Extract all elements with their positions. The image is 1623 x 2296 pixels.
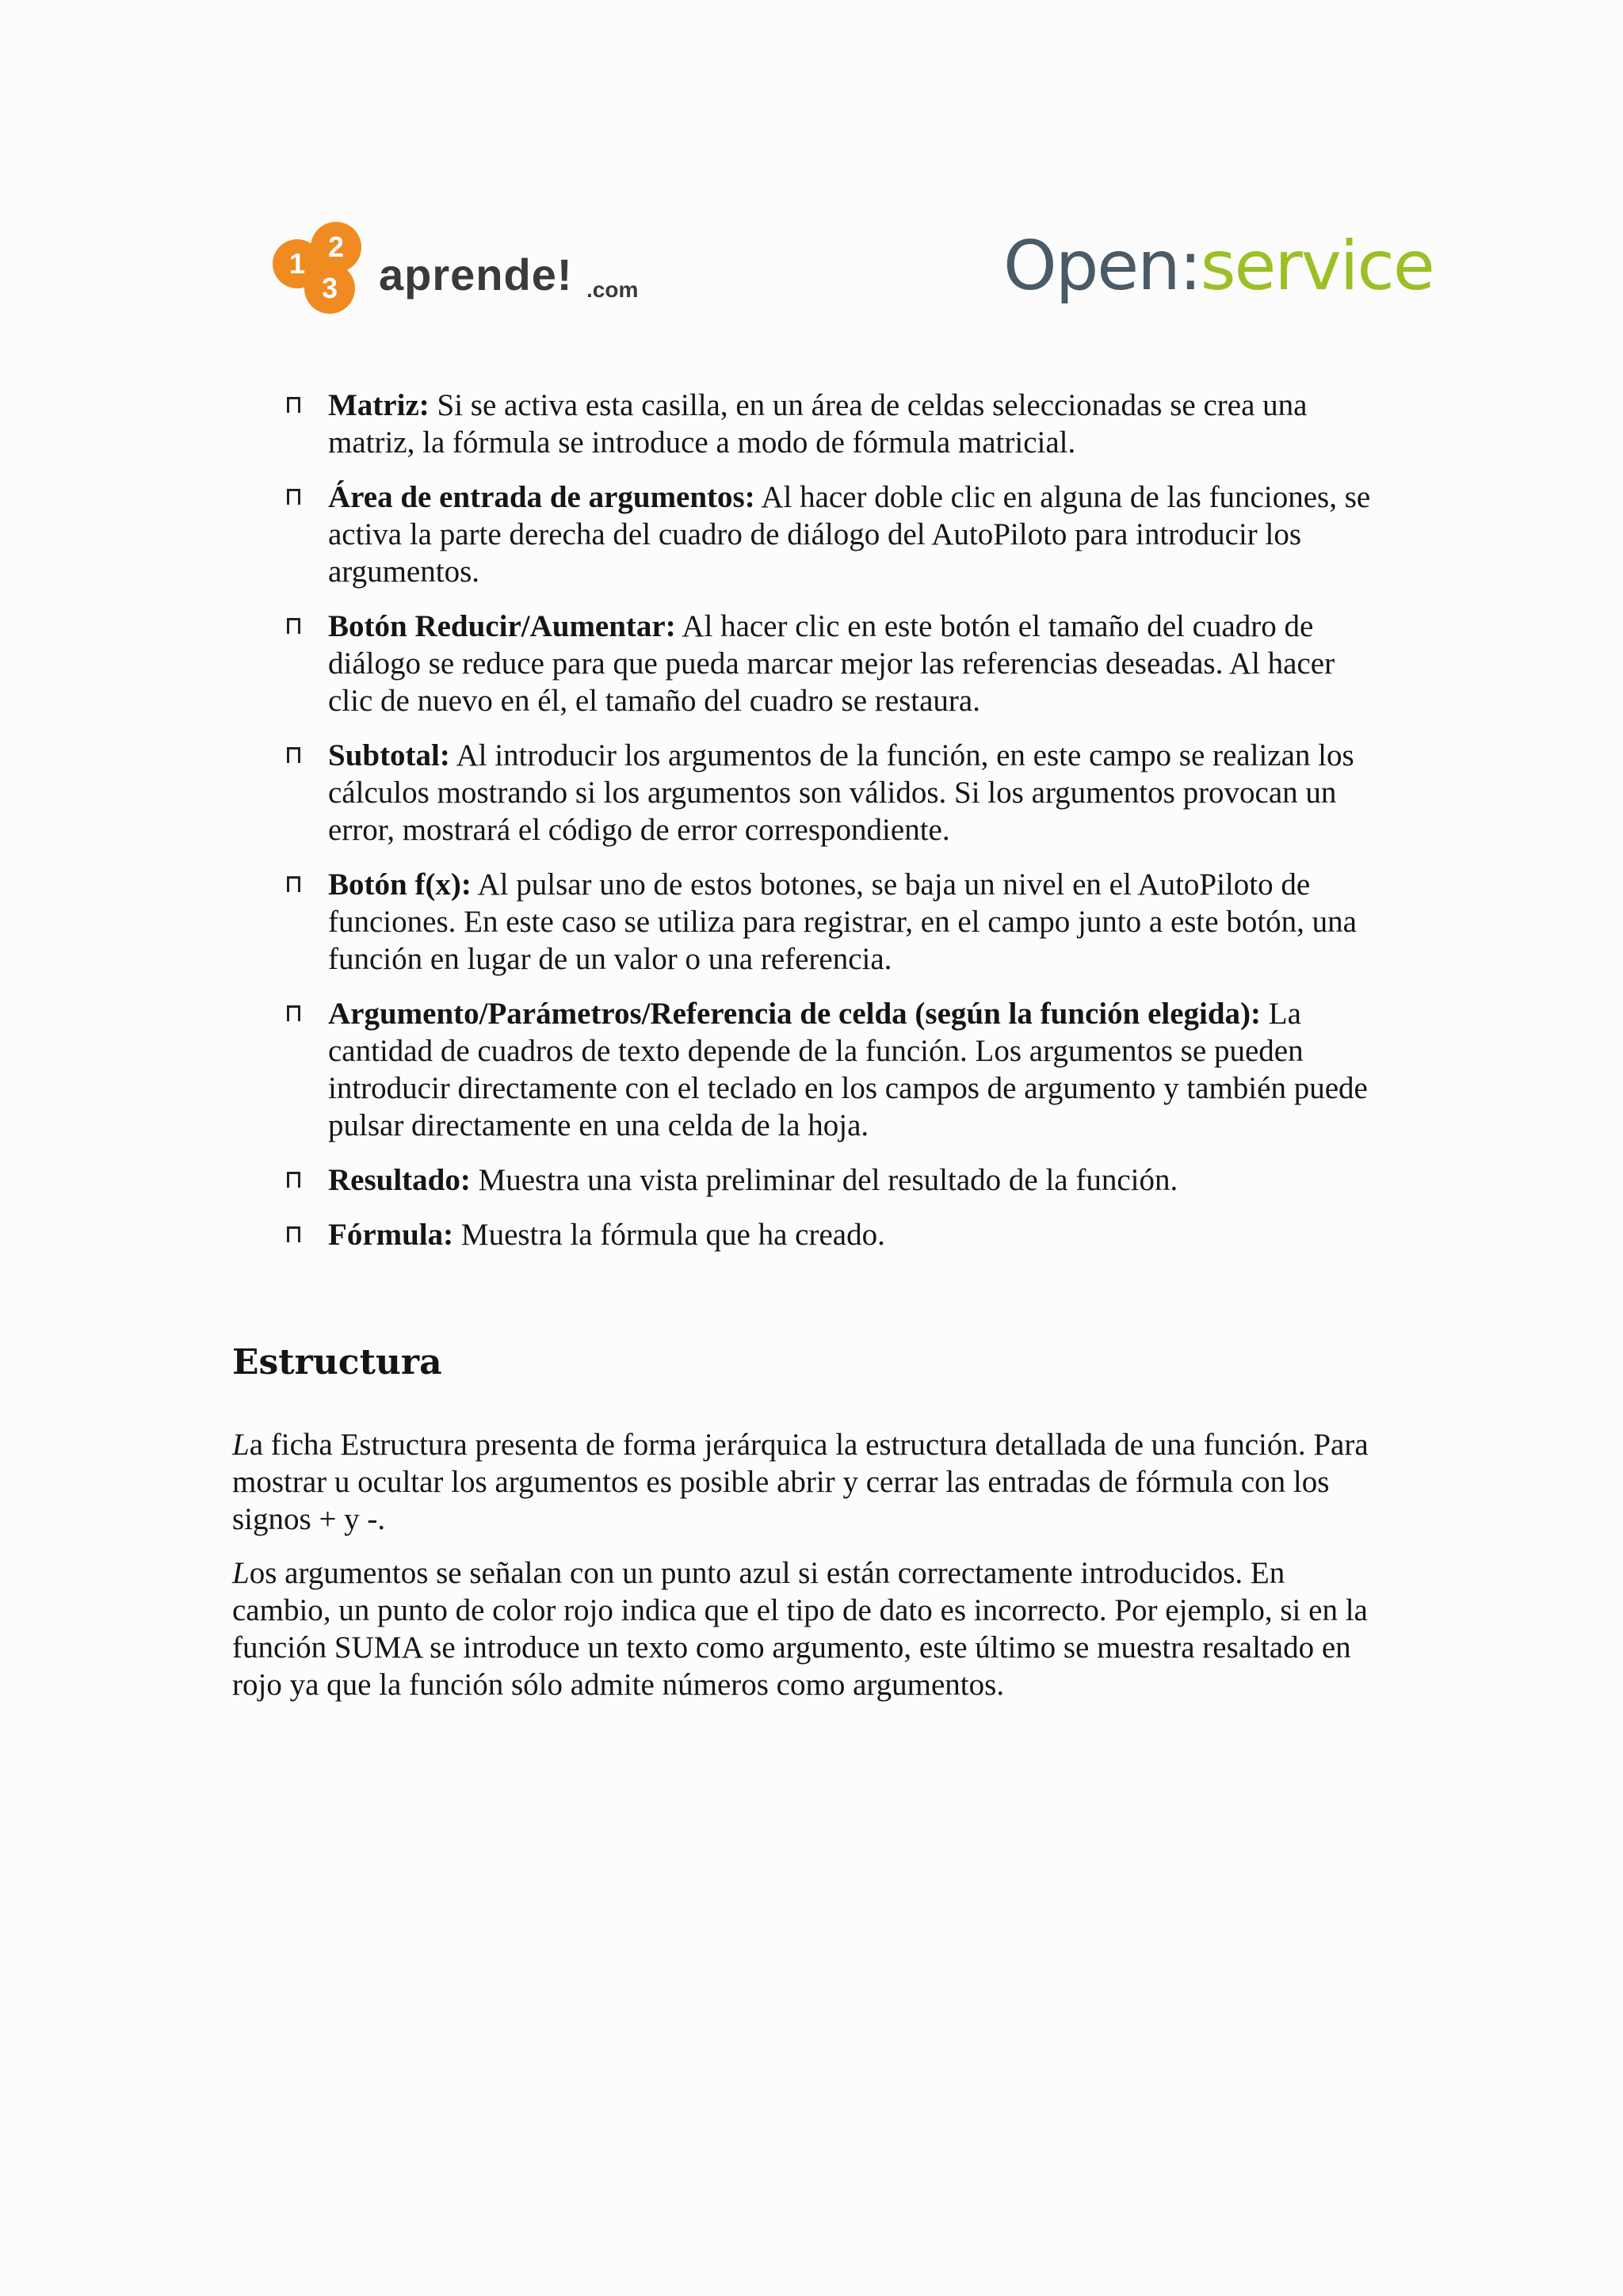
item-text: Muestra la fórmula que ha creado.: [453, 1218, 885, 1252]
page-header: [0, 0, 1623, 333]
logo-suffix: .com: [586, 277, 639, 302]
paragraph-text: a ficha Estructura presenta de forma jerárquica la estructura detallada de una función. Para mostrar u ocultar los argumentos es posible abrir y cerrar las entradas de fórmula con los signos + y -.: [232, 1428, 1369, 1536]
item-text: Si se activa esta casilla, en un área de celdas seleccionadas se crea una matriz, la fórmula se introduce a modo de fórmula matricial.: [328, 388, 1308, 460]
logo-circle-2: 2: [311, 222, 361, 273]
checkbox-bullet-icon: [287, 1226, 298, 1242]
list-item: [328, 608, 1374, 719]
logo-colon: :: [1178, 227, 1201, 306]
item-term: Botón f(x):: [328, 868, 472, 902]
checkbox-bullet-icon: [287, 489, 298, 505]
item-text: Al pulsar uno de estos botones, se baja un nivel en el AutoPiloto de funciones. En este caso se utiliza para registrar, en el campo junto a este botón, una función en lugar de un valor o una referencia.: [328, 868, 1357, 976]
item-term: Argumento/Parámetros/Referencia de celda (según la función elegida):: [328, 997, 1262, 1031]
logo-open: Open: [1003, 227, 1179, 306]
paragraph-text: os argumentos se señalan con un punto azul si están correctamente introducidos. En cambio, un punto de color rojo indica que el tipo de dato es incorrecto. Por ejemplo, si en la función SUMA se introduce un texto como argumento, este último se muestra resaltado en rojo ya que la función sólo admite números como argumentos.: [232, 1556, 1368, 1702]
item-text: Al hacer doble clic en alguna de las funciones, se activa la parte derecha del cuadro de diálogo del AutoPiloto para introducir los argumentos.: [328, 480, 1371, 589]
item-term: Resultado:: [328, 1163, 471, 1197]
checkbox-bullet-icon: [287, 1172, 298, 1188]
item-text: La cantidad de cuadros de texto depende de la función. Los argumentos se pueden introducir directamente con el teclado en los campos de argumento y también puede pulsar directamente en una celda de la hoja.: [328, 997, 1368, 1142]
item-text: Muestra una vista preliminar del resultado de la función.: [470, 1163, 1178, 1197]
item-text: Al introducir los argumentos de la función, en este campo se realizan los cálculos mostrando si los argumentos son válidos. Si los argumentos provocan un error, mostrará el código de error correspondiente.: [328, 738, 1354, 847]
logo-circle-1: 1: [273, 239, 322, 288]
list-item: [328, 737, 1374, 849]
openservice-logo: [1003, 227, 1434, 306]
item-term: Fórmula:: [328, 1218, 454, 1252]
paragraph-initial: L: [232, 1428, 250, 1462]
item-text: Al hacer clic en este botón el tamaño del cuadro de diálogo se reduce para que pueda marcar mejor las referencias deseadas. Al hacer clic de nuevo en él, el tamaño del cuadro se restaura.: [328, 609, 1335, 718]
list-item: [328, 995, 1374, 1144]
item-term: Área de entrada de argumentos:: [328, 480, 755, 514]
logo-circle-3: 3: [304, 263, 355, 314]
item-term: Matriz:: [328, 388, 430, 422]
aprende-logo: [269, 222, 674, 317]
checkbox-bullet-icon: [287, 876, 298, 892]
list-item: [328, 1161, 1374, 1199]
paragraph-1: [232, 1426, 1373, 1538]
paragraph-initial: L: [232, 1556, 250, 1590]
paragraph-2: [232, 1554, 1373, 1703]
list-item: [328, 1216, 1374, 1253]
logo-service: service: [1200, 227, 1434, 306]
item-term: Botón Reducir/Aumentar:: [328, 609, 676, 643]
checkbox-bullet-icon: [287, 1005, 298, 1021]
checkbox-bullet-icon: [287, 397, 298, 413]
checkbox-bullet-icon: [287, 747, 298, 763]
list-item: [328, 479, 1374, 590]
checkbox-bullet-icon: [287, 618, 298, 634]
list-item: [328, 866, 1374, 978]
list-item: [328, 387, 1374, 461]
logo-word: aprende!: [379, 250, 573, 299]
item-term: Subtotal:: [328, 738, 450, 772]
section-title: Estructura: [232, 1342, 442, 1383]
definition-list: [0, 387, 1623, 1271]
